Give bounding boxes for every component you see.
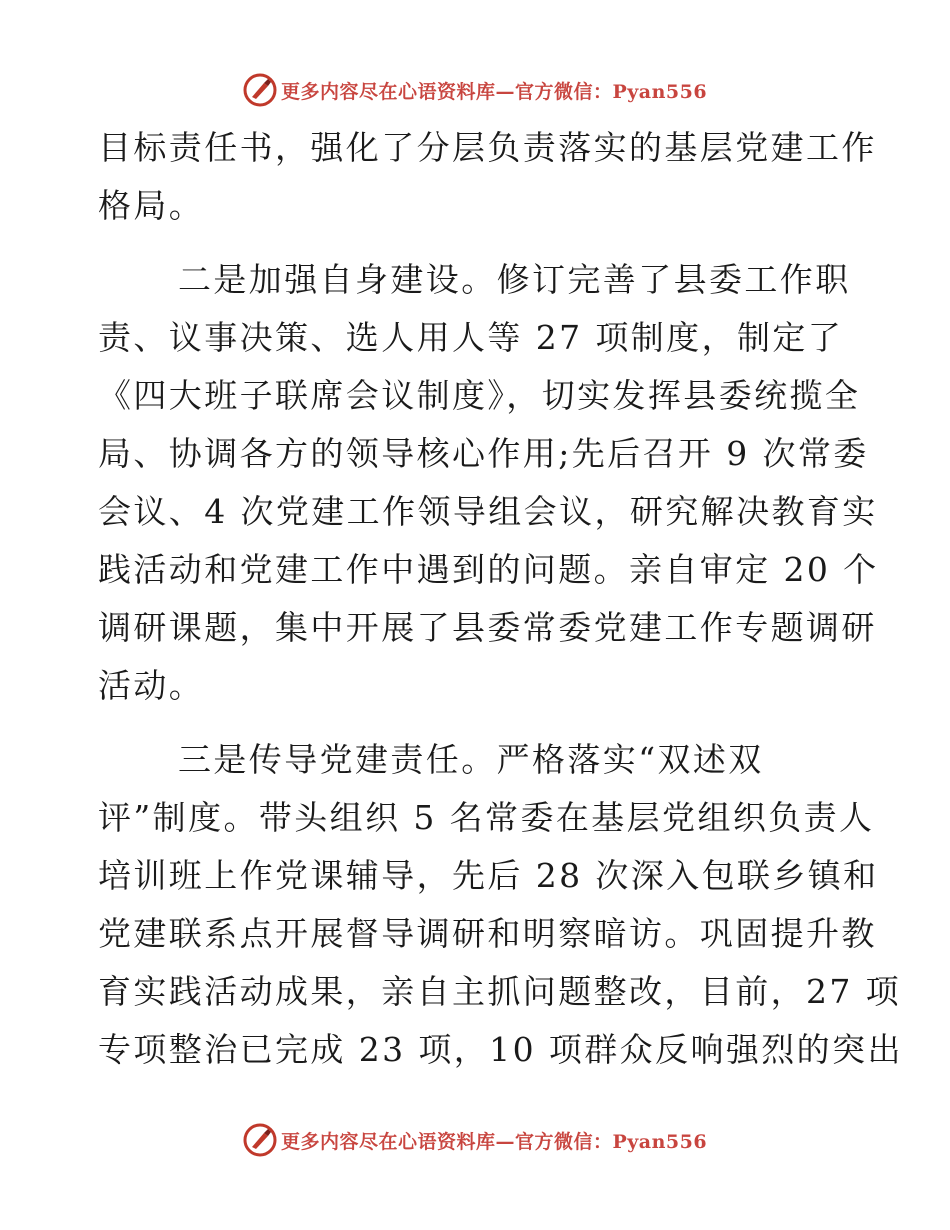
text-line: 二是加强自身建设。修订完善了县委工作职	[178, 260, 851, 299]
text-line: 活动。	[98, 666, 205, 705]
watermark-text: 更多内容尽在心语资料库—官方微信：Pyan556	[280, 80, 708, 103]
text-line: 目标责任书，强化了分层负责落实的基层党建工作	[98, 128, 877, 167]
watermark-text: 更多内容尽在心语资料库—官方微信：Pyan556	[280, 1130, 708, 1153]
text-line: 党建联系点开展督导调研和明察暗访。巩固提升教	[98, 914, 877, 953]
brand-logo-icon	[243, 73, 277, 107]
text-line: 会议、4 次党建工作领导组会议，研究解决教育实	[98, 492, 878, 531]
text-line: 培训班上作党课辅导，先后 28 次深入包联乡镇和	[98, 856, 879, 895]
brand-logo-icon	[243, 1123, 277, 1157]
header-watermark	[0, 70, 950, 110]
footer-watermark	[0, 1120, 950, 1160]
text-line: 责、议事决策、选人用人等 27 项制度，制定了	[98, 318, 844, 357]
text-line: 格局。	[98, 186, 205, 225]
text-line: 《四大班子联席会议制度》，切实发挥县委统揽全	[98, 376, 861, 415]
text-line: 专项整治已完成 23 项，10 项群众反响强烈的突出	[98, 1030, 903, 1069]
text-line: 践活动和党建工作中遇到的问题。亲自审定 20 个	[98, 550, 879, 589]
text-line: 育实践活动成果，亲自主抓问题整改，目前，27 项	[98, 972, 902, 1011]
text-line: 调研课题，集中开展了县委常委党建工作专题调研	[98, 608, 877, 647]
text-line: 评”制度。带头组织 5 名常委在基层党组织负责人	[98, 798, 875, 837]
text-line: 局、协调各方的领导核心作用;先后召开 9 次常委	[98, 434, 869, 473]
text-line: 三是传导党建责任。严格落实“双述双	[178, 740, 764, 779]
